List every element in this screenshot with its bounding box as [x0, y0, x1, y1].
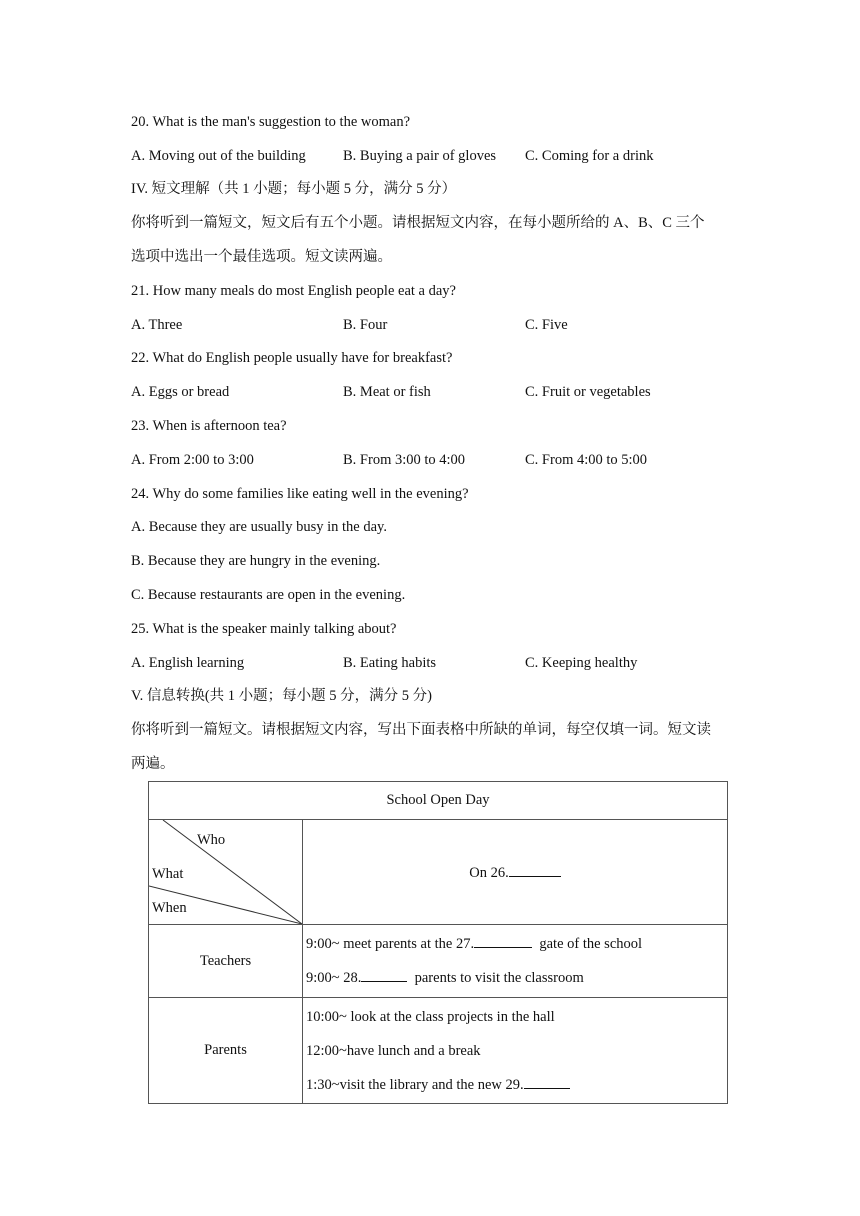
teachers-label: Teachers — [149, 925, 303, 998]
blank-28[interactable] — [361, 967, 407, 982]
parents-schedule-cell — [303, 998, 728, 1104]
q24-option-b: B. Because they are hungry in the evening. — [131, 553, 381, 569]
q25-option-b: B. Eating habits — [343, 655, 437, 671]
teachers-row-2-after: parents to visit the classroom — [414, 970, 584, 986]
q21-option-b: B. Four — [343, 317, 388, 333]
q20-option-b: B. Buying a pair of gloves — [343, 148, 497, 164]
q24-option-c: C. Because restaurants are open in the evening. — [131, 587, 406, 603]
blank-27[interactable] — [474, 933, 532, 948]
q24-option-a: A. Because they are usually busy in the day. — [131, 519, 387, 535]
section5-heading: V. 信息转换(共 1 小题；每小题 5 分，满分 5 分) — [131, 688, 433, 704]
blank-26[interactable] — [509, 862, 561, 877]
section4-instruction-2: 选项中选出一个最佳选项。短文读两遍。 — [131, 249, 392, 265]
q22-question: 22. What do English people usually have for breakfast? — [131, 350, 453, 366]
teachers-row-2-text: 9:00~ 28. — [306, 970, 362, 986]
diagonal-header-cell — [149, 820, 303, 925]
q25-question: 25. What is the speaker mainly talking about? — [131, 621, 397, 637]
header-when: When — [152, 900, 187, 916]
q23-option-c: C. From 4:00 to 5:00 — [525, 452, 648, 468]
parents-row-2: 12:00~have lunch and a break — [306, 1042, 481, 1059]
q23-option-a: A. From 2:00 to 3:00 — [131, 452, 254, 468]
date-cell — [303, 820, 728, 925]
teachers-schedule-cell — [303, 925, 728, 998]
q20-option-c: C. Coming for a drink — [525, 148, 654, 164]
q21-question: 21. How many meals do most English people eat a day? — [131, 283, 456, 299]
teachers-row-2 — [303, 961, 727, 995]
q20-option-a: A. Moving out of the building — [131, 148, 306, 164]
header-who: Who — [197, 832, 226, 848]
q23-option-b: B. From 3:00 to 4:00 — [343, 452, 466, 468]
section4-instruction-1: 你将听到一篇短文，短文后有五个小题。请根据短文内容，在每小题所给的 A、B、C 三个 — [131, 215, 705, 231]
teachers-row-1-text: 9:00~ meet parents at the 27. — [306, 936, 475, 952]
parents-row-3 — [303, 1068, 727, 1102]
q22-option-c: C. Fruit or vegetables — [525, 384, 651, 400]
q22-option-a: A. Eggs or bread — [131, 384, 230, 400]
q22-option-b: B. Meat or fish — [343, 384, 431, 400]
table-title: School Open Day — [149, 782, 728, 820]
school-open-day-table — [148, 781, 728, 1104]
section5-instruction-2: 两遍。 — [131, 756, 175, 772]
section4-heading: IV. 短文理解（共 1 小题；每小题 5 分，满分 5 分） — [131, 181, 457, 197]
blank-29[interactable] — [524, 1074, 570, 1089]
teachers-row-1-after: gate of the school — [539, 936, 643, 952]
q20-question: 20. What is the man's suggestion to the woman? — [131, 114, 411, 130]
parents-row-3-text: 1:30~visit the library and the new 29. — [306, 1076, 524, 1093]
header-what: What — [152, 866, 184, 882]
section5-instruction-1: 你将听到一篇短文。请根据短文内容，写出下面表格中所缺的单词，每空仅填一词。短文读 — [131, 722, 711, 738]
q21-option-c: C. Five — [525, 317, 568, 333]
parents-row-1: 10:00~ look at the class projects in the hall — [306, 1008, 555, 1025]
parents-label: Parents — [149, 998, 303, 1104]
q21-option-a: A. Three — [131, 317, 183, 333]
q24-question: 24. Why do some families like eating well in the evening? — [131, 486, 469, 502]
q23-question: 23. When is afternoon tea? — [131, 418, 287, 434]
q25-option-c: C. Keeping healthy — [525, 655, 638, 671]
date-label: On 26. — [469, 865, 509, 881]
teachers-row-1 — [303, 927, 727, 961]
q25-option-a: A. English learning — [131, 655, 245, 671]
